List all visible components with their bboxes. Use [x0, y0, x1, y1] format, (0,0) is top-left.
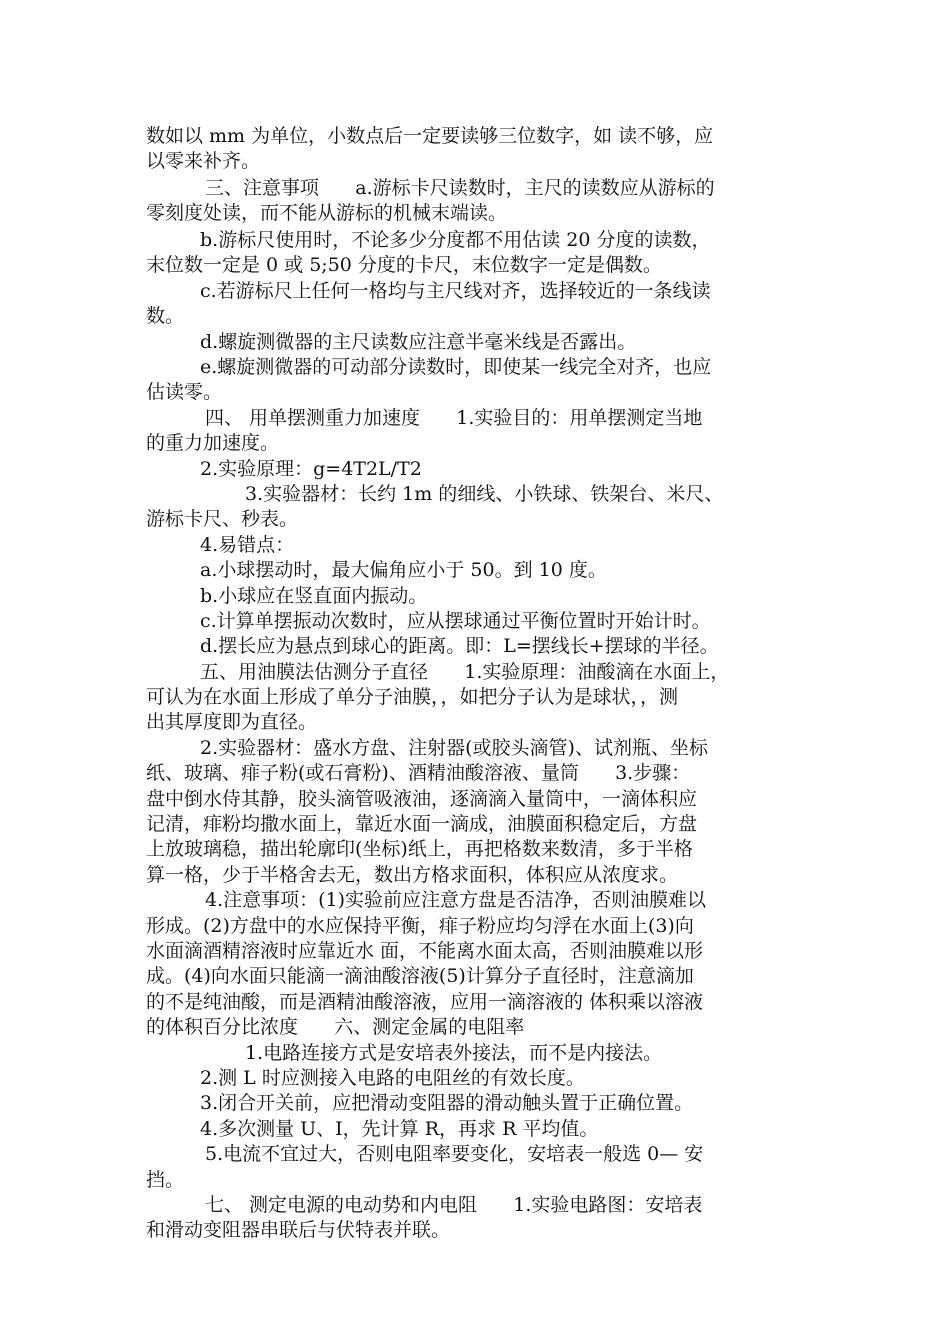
- text-line: 纸、玻璃、痱子粉(或石膏粉)、酒精油酸溶液、量筒 3.步骤：: [146, 762, 691, 784]
- text-line: 挡。: [146, 1169, 185, 1191]
- text-line: 算一格，少于半格舍去无，数出方格求面积，体积应从浓度求。: [146, 864, 679, 886]
- text-line: 成。(4)向水面只能滴一滴油酸溶液(5)计算分子直径时，注意滴加: [146, 965, 694, 987]
- text-line: 数如以 mm 为单位，小数点后一定要读够三位数字，如 读不够，应: [146, 125, 714, 147]
- text-line: 出其厚度即为直径。: [146, 711, 318, 733]
- text-line: e.螺旋测微器的可动部分读数时，即使某一线完全对齐，也应: [200, 356, 712, 378]
- text-line: 和滑动变阻器串联后与伏特表并联。: [146, 1219, 451, 1241]
- text-line: c.若游标尺上任何一格均与主尺线对齐，选择较近的一条线读: [200, 280, 711, 302]
- section-heading-line: 四、 用单摆测重力加速度 1.实验目的：用单摆测定当地: [205, 407, 703, 429]
- section-heading-line: 三、注意事项 a.游标卡尺读数时，主尺的读数应从游标的: [205, 177, 715, 199]
- text-line: a.小球摆动时，最大偏角应小于 50。到 10 度。: [200, 559, 607, 581]
- text-line: 1.电路连接方式是安培表外接法，而不是内接法。: [245, 1042, 663, 1064]
- section-heading-line: 五、用油膜法估测分子直径 1.实验原理：油酸滴在水面上，: [200, 661, 730, 683]
- text-line: 数。: [146, 305, 185, 327]
- text-line: 的不是纯油酸，而是酒精油酸溶液，应用一滴溶液的 体积乘以溶液: [146, 991, 704, 1013]
- text-line: 末位数一定是 0 或 5;50 分度的卡尺，末位数字一定是偶数。: [146, 254, 662, 276]
- section-heading-line: 的体积百分比浓度 六、测定金属的电阻率: [146, 1016, 525, 1038]
- text-line: 3.实验器材：长约 1m 的细线、小铁球、铁架台、米尺、: [245, 483, 724, 505]
- text-line: c.计算单摆振动次数时，应从摆球通过平衡位置时开始计时。: [200, 610, 711, 632]
- text-line: b.游标尺使用时，不论多少分度都不用估读 20 分度的读数，: [200, 229, 711, 251]
- text-line: 3.闭合开关前，应把滑动变阻器的滑动触头置于正确位置。: [200, 1092, 694, 1114]
- text-line: 盘中倒水侍其静，胶头滴管吸液油，逐滴滴入量筒中，一滴体积应: [146, 788, 698, 810]
- text-line: 上放玻璃稳，描出轮廓印(坐标)纸上，再把格数来数清，多于半格: [146, 838, 693, 860]
- text-line: 4.注意事项：(1)实验前应注意方盘是否洁净，否则油膜难以: [205, 889, 707, 911]
- text-line: 零刻度处读，而不能从游标的机械末端读。: [146, 202, 508, 224]
- text-line: 估读零。: [146, 381, 223, 403]
- text-line: 记清，痱粉均撒水面上，靠近水面一滴成，油膜面积稳定后，方盘: [146, 813, 698, 835]
- text-line: 2.实验原理：g=4T2L/T2: [200, 458, 422, 480]
- text-line: d.螺旋测微器的主尺读数应注意半毫米线是否露出。: [200, 331, 637, 353]
- section-heading-line: 七、 测定电源的电动势和内电阻 1.实验电路图：安培表: [205, 1194, 703, 1216]
- text-line: 5.电流不宜过大，否则电阻率要变化，安培表一般选 0— 安: [205, 1143, 704, 1165]
- text-line: 2.测 L 时应测接入电路的电阻丝的有效长度。: [200, 1067, 585, 1089]
- text-line: 4.多次测量 U、I，先计算 R，再求 R 平均值。: [200, 1118, 599, 1140]
- text-line: 可认为在水面上形成了单分子油膜，，如把分子认为是球状，，测: [146, 686, 679, 708]
- text-line: 4.易错点：: [200, 534, 295, 556]
- text-line: d.摆长应为悬点到球心的距离。即：L=摆线长+摆球的半径。: [200, 635, 719, 657]
- text-line: 的重力加速度。: [146, 432, 280, 454]
- text-line: b.小球应在竖直面内振动。: [200, 585, 428, 607]
- text-line: 游标卡尺、秒表。: [146, 508, 299, 530]
- text-line: 2.实验器材：盛水方盘、注射器(或胶头滴管)、试剂瓶、坐标: [200, 737, 708, 759]
- text-line: 以零来补齐。: [146, 150, 261, 172]
- text-line: 形成。(2)方盘中的水应保持平衡，痱子粉应均匀浮在水面上(3)向: [146, 915, 694, 937]
- text-line: 水面滴酒精溶液时应靠近水 面，不能离水面太高，否则油膜难以形: [146, 940, 704, 962]
